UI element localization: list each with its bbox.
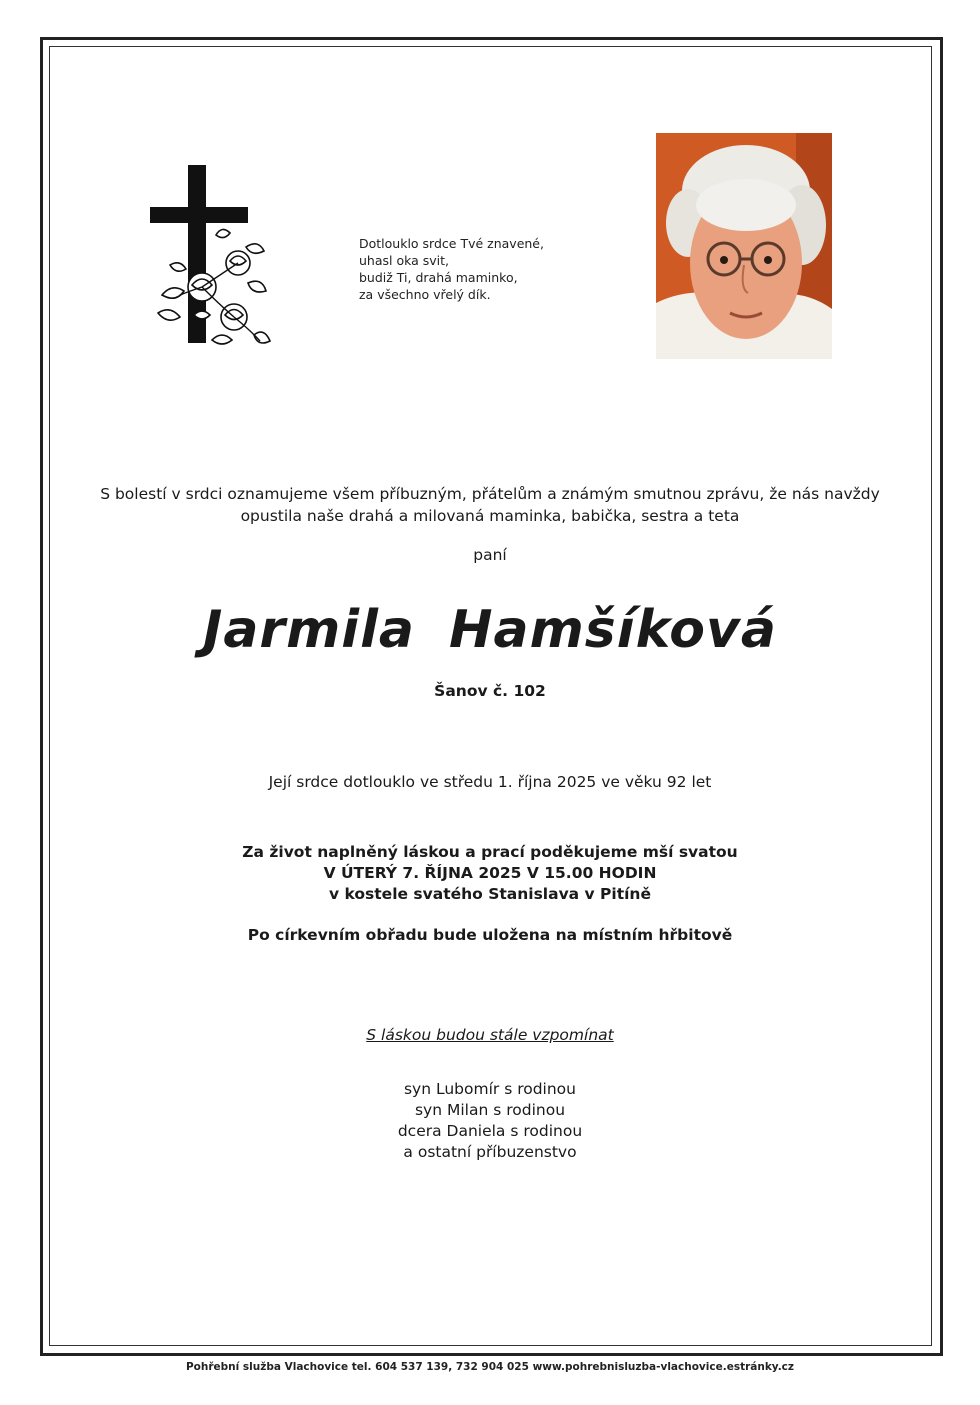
cross-with-roses-icon <box>150 165 272 360</box>
mourner-item: dcera Daniela s rodinou <box>397 1122 583 1140</box>
poem-line: za všechno vřelý dík. <box>359 287 491 302</box>
first-name: Jarmila <box>202 600 415 660</box>
funeral-details <box>60 842 920 905</box>
announcement-text <box>60 483 920 527</box>
footer-contact: Pohřební služba Vlachovice tel. 604 537 139, 732 904 025 www.pohrebnisluzba-vlachovice.estránky.cz <box>185 1361 795 1373</box>
funeral-date-line: V ÚTERÝ 7. ŘÍJNA 2025 V 15.00 HODIN <box>323 864 657 882</box>
funeral-line: Za život naplněný láskou a prací poděkujeme mší svatou <box>242 843 738 861</box>
memory-heading: S láskou budou stále vzpomínat <box>366 1026 614 1044</box>
poem-line: uhasl oka svit, <box>359 253 450 268</box>
deceased-address: Šanov č. 102 <box>434 682 546 700</box>
funeral-place-line: v kostele svatého Stanislava v Pitíně <box>329 885 651 903</box>
mourner-item: a ostatní příbuzenstvo <box>403 1143 577 1161</box>
announcement-line: S bolestí v srdci oznamujeme všem příbuzným, přátelům a známým smutnou zprávu, že nás navždy <box>100 485 880 503</box>
poem-verse <box>359 235 544 303</box>
burial-notice: Po církevním obřadu bude uložena na místním hřbitově <box>247 926 733 944</box>
death-notice: Její srdce dotlouklo ve středu 1. října 2025 ve věku 92 let <box>268 773 712 791</box>
mourner-item: syn Lubomír s rodinou <box>403 1080 576 1098</box>
poem-line: budiž Ti, drahá maminko, <box>359 270 518 285</box>
mourner-item: syn Milan s rodinou <box>414 1101 566 1119</box>
deceased-name <box>60 600 920 660</box>
mourners-list <box>60 1079 920 1163</box>
last-name: Hamšíková <box>449 600 778 660</box>
portrait-photo <box>656 133 832 359</box>
poem-line: Dotlouklo srdce Tvé znavené, <box>359 236 544 251</box>
announcement-line: opustila naše drahá a milovaná maminka, babička, sestra a teta <box>240 507 740 525</box>
honorific-title: paní <box>473 546 507 564</box>
